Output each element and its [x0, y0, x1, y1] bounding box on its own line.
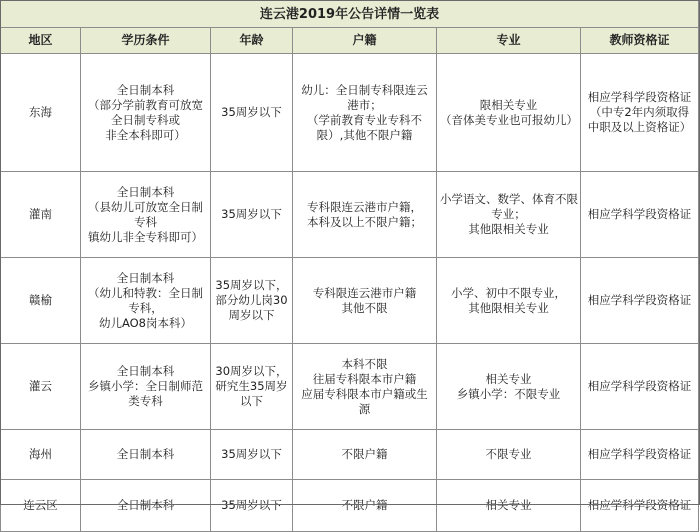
cell-text-line: 全日制本科	[116, 447, 175, 461]
cell-text-line: 35周岁以下	[221, 447, 282, 461]
cell-text-line: 专科限连云港市户籍，	[307, 199, 422, 214]
cell-text-line: 全日制本科	[116, 270, 175, 285]
header-major: 专业	[437, 28, 581, 54]
cell-text-line: 应届专科限本市户籍或生	[301, 386, 428, 401]
cell-text-line: 乡镇小学：全日制师范	[88, 379, 203, 393]
header-age: 年龄	[211, 28, 293, 54]
cell-text-line: 专科限连云港市户籍	[312, 285, 417, 300]
cell-text-line: 相应学科学段资格证	[587, 293, 692, 307]
cell-text-line: 非全本科即可）	[105, 127, 186, 142]
cell-region: 灌云	[1, 344, 81, 430]
cell-region: 赣榆	[1, 258, 81, 344]
cell-text-line: 小学语文、数学、体育不限	[440, 192, 578, 206]
cell-text-line: 镇幼儿非全专科即可）	[88, 229, 203, 244]
cell-text-line: 专业；	[491, 207, 526, 221]
cell-text-line: 研究生35周岁	[215, 379, 288, 393]
header-education: 学历条件	[81, 28, 211, 54]
cell-text-line: 往届专科限本市户籍	[312, 371, 417, 386]
cell-text-line: 相应学科学段资格证	[587, 379, 692, 393]
cell-text-line: 港市；	[347, 97, 382, 112]
cell-text-line: （音体美专业也可报幼儿）	[440, 112, 578, 127]
cell-text-line: 类专科	[128, 394, 163, 408]
cell-text-line: 35周岁以下，	[215, 278, 288, 292]
cell-text-line: 小学、初中不限专业，	[451, 285, 566, 300]
cell-text-line: 专科，	[128, 300, 163, 315]
header-household: 户籍	[293, 28, 437, 54]
cell-text-line: 幼儿：全日制专科限连云	[301, 82, 428, 97]
cell-text-line: 不限户籍	[341, 447, 388, 461]
cell-text-line: 相关专业	[485, 371, 532, 386]
cell-text-line: 相关专业	[485, 498, 532, 512]
table-title: 连云港2019年公告详情一览表	[1, 1, 699, 28]
cell-text-line: 相应学科学段资格证	[587, 90, 692, 104]
header-certificate: 教师资格证	[581, 28, 699, 54]
cell-text-line: （部分学前教育可放宽	[88, 97, 203, 112]
cell-text-line: 限相关专业	[479, 97, 538, 112]
cell-text-line: 幼儿AO8岗本科）	[98, 315, 193, 330]
cell-text-line: 相应学科学段资格证	[587, 207, 692, 221]
cell-text-line: 30周岁以下，	[215, 364, 288, 378]
cell-region: 海州	[1, 430, 81, 480]
cell-text-line: 全日制专科或	[111, 112, 180, 127]
cell-text-line: 源	[358, 401, 371, 416]
cell-text-line: 本科及以上不限户籍；	[307, 214, 422, 229]
cell-text-line: 全日制本科	[116, 364, 175, 378]
cell-text-line: 相应学科学段资格证	[587, 498, 692, 512]
cell-text-line: 周岁以下	[228, 308, 275, 322]
cell-text-line: 其他限相关专业	[468, 222, 549, 236]
cell-text-line: 全日制本科	[116, 184, 175, 199]
cell-text-line: 其他不限	[341, 300, 388, 315]
cell-region: 连云区	[1, 480, 81, 532]
cell-text-line: 相应学科学段资格证	[587, 447, 692, 461]
cell-text-line: 限）,其他不限户籍	[316, 127, 413, 142]
cell-text-line: 中职及以上资格证）	[587, 120, 692, 134]
cell-text-line: 不限户籍	[341, 498, 388, 512]
cell-text-line: 全日制本科	[116, 82, 175, 97]
cell-region: 东海	[1, 54, 81, 172]
cell-text-line: 35周岁以下	[221, 105, 282, 119]
cell-text-line: 35周岁以下	[221, 207, 282, 221]
cell-text-line: （中专2年内须取得	[589, 105, 690, 119]
cell-text-line: 其他限相关专业	[468, 300, 549, 315]
cell-text-line: 本科不限	[341, 356, 388, 371]
cell-text-line: （县幼儿可放宽全日制	[88, 199, 203, 214]
cell-text-line: 以下	[240, 394, 263, 408]
cell-region: 灌南	[1, 172, 81, 258]
cell-text-line: 不限专业	[485, 447, 532, 461]
cell-text-line: （幼儿和特教：全日制	[88, 285, 203, 300]
cell-text-line: 部分幼儿岗30	[215, 293, 288, 307]
cell-text-line: 专科	[134, 214, 157, 229]
cell-text-line: 全日制本科	[116, 498, 175, 512]
cell-text-line: 乡镇小学：不限专业	[456, 386, 561, 401]
cell-text-line: （学前教育专业专科不	[307, 112, 422, 127]
header-region: 地区	[1, 28, 81, 54]
cell-text-line: 35周岁以下	[221, 498, 282, 512]
